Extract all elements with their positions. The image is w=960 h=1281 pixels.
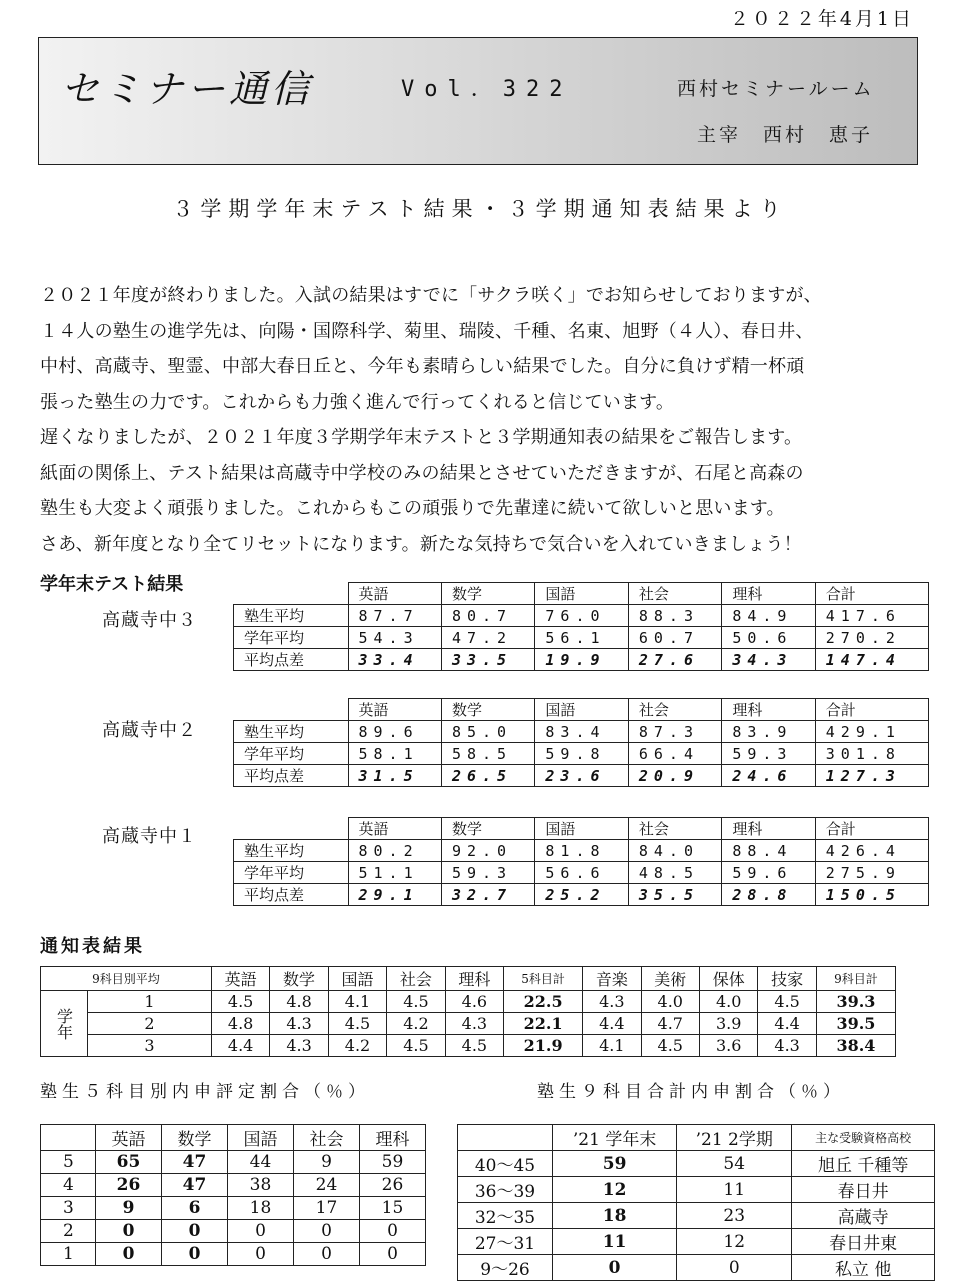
table-row (458, 1177, 935, 1203)
nine-subject-heading: 塾生９科目合計内申割合（％） (537, 1082, 845, 1102)
ratio-cell: 0 (677, 1255, 792, 1281)
score-cell: 60.7 (628, 627, 721, 649)
score-cell: 51.1 (348, 862, 441, 884)
range-label: 36～39 (458, 1177, 553, 1203)
score-cell: 54.3 (348, 627, 441, 649)
average-cell: 4.5 (387, 991, 445, 1013)
range-label: 32～35 (458, 1203, 553, 1229)
score-cell: 87.3 (628, 721, 721, 743)
average-cell: 22.5 (504, 991, 583, 1013)
school-name: 高蔵寺中３ (102, 610, 197, 631)
ratio-cell: 0 (162, 1220, 228, 1243)
subject-header: 社会 (628, 699, 721, 721)
score-cell: 84.9 (722, 605, 815, 627)
average-cell: 4.0 (641, 991, 699, 1013)
paragraph-line: さあ、新年度となり全てリセットになります。新たな気持ちで気合いを入れていきましょう！ (40, 533, 802, 555)
score-cell: 417.6 (815, 605, 928, 627)
newsletter-title: セミナー通信 (61, 67, 314, 111)
subject-header: 美術 (641, 967, 699, 991)
score-cell: 33.4 (348, 649, 441, 671)
table-row (41, 1197, 426, 1220)
score-cell: 33.5 (441, 649, 534, 671)
table-row (41, 1013, 896, 1035)
report-card-table (40, 966, 896, 1057)
average-cell: 3.9 (699, 1013, 757, 1035)
organization-name: 西村セミナールーム (677, 78, 875, 100)
score-cell: 59.3 (441, 862, 534, 884)
ratio-cell: 11 (553, 1229, 677, 1255)
intro-paragraph (40, 278, 930, 562)
ratio-cell: 0 (360, 1243, 426, 1266)
average-cell: 4.5 (387, 1035, 445, 1057)
ratio-cell: 0 (228, 1220, 294, 1243)
ratio-cell: 47 (162, 1151, 228, 1174)
table-row (234, 721, 929, 743)
subject-header: 英語 (348, 818, 441, 840)
average-cell: 39.5 (816, 1013, 895, 1035)
ratio-cell: 23 (677, 1203, 792, 1229)
score-cell: 25.2 (535, 884, 628, 906)
score-cell: 80.2 (348, 840, 441, 862)
average-cell: 4.7 (641, 1013, 699, 1035)
table-row (41, 1243, 426, 1266)
table-row (41, 1151, 426, 1174)
paragraph-line: 遅くなりましたが、２０２１年度３学期学年末テストと３学期通知表の結果をご報告します。 (40, 427, 803, 448)
table-row (234, 605, 929, 627)
subject-header: 国語 (535, 818, 628, 840)
subject-header: 保体 (699, 967, 757, 991)
ratio-cell: 11 (677, 1177, 792, 1203)
school-cell: 旭丘 千種等 (792, 1151, 935, 1177)
subject-header: 数学 (441, 818, 534, 840)
average-cell: 4.5 (641, 1035, 699, 1057)
row-label: 学年平均 (234, 627, 349, 649)
subject-header: 合計 (815, 583, 928, 605)
subject-header: 社会 (294, 1125, 360, 1151)
subject-header: 理科 (722, 818, 815, 840)
rank-label: 4 (41, 1174, 96, 1197)
table-corner (458, 1125, 553, 1151)
ratio-cell: 47 (162, 1174, 228, 1197)
row-label: 塾生平均 (234, 721, 349, 743)
average-cell: 4.2 (387, 1013, 445, 1035)
score-cell: 24.6 (722, 765, 815, 787)
ratio-cell: 9 (96, 1197, 162, 1220)
test-score-table (233, 582, 929, 671)
newsletter-header (38, 37, 918, 165)
test-results-heading: 学年末テスト結果 (40, 574, 184, 595)
score-cell: 89.6 (348, 721, 441, 743)
average-cell: 38.4 (816, 1035, 895, 1057)
score-cell: 275.9 (815, 862, 928, 884)
grade-number: 1 (88, 991, 212, 1013)
average-cell: 4.8 (270, 991, 328, 1013)
score-cell: 58.1 (348, 743, 441, 765)
score-cell: 88.3 (628, 605, 721, 627)
table-row (234, 743, 929, 765)
subject-header: 国語 (328, 967, 386, 991)
range-label: 9～26 (458, 1255, 553, 1281)
subject-header: 音楽 (583, 967, 641, 991)
paragraph-line: 塾生も大変よく頑張りました。これからもこの頑張りで先輩達に続いて欲しいと思います。 (40, 498, 785, 519)
table-corner (234, 818, 349, 840)
subject-header: 英語 (211, 967, 269, 991)
score-cell: 127.3 (815, 765, 928, 787)
ratio-cell: 26 (96, 1174, 162, 1197)
organizer-name: 主宰 西村 恵子 (697, 124, 874, 146)
score-cell: 19.9 (535, 649, 628, 671)
paragraph-line: 張った塾生の力です。これからも力強く進んで行ってくれると信じています。 (40, 391, 675, 413)
score-cell: 426.4 (815, 840, 928, 862)
average-cell: 4.8 (211, 1013, 269, 1035)
test-score-table (233, 817, 929, 906)
average-cell: 4.1 (328, 991, 386, 1013)
volume-number: Vol．322 (401, 77, 573, 102)
ratio-cell: 6 (162, 1197, 228, 1220)
average-cell: 4.4 (583, 1013, 641, 1035)
subject-header: 国語 (228, 1125, 294, 1151)
subject-header: 国語 (535, 583, 628, 605)
average-cell: 39.3 (816, 991, 895, 1013)
score-cell: 58.5 (441, 743, 534, 765)
score-cell: 150.5 (815, 884, 928, 906)
average-cell: 4.3 (270, 1035, 328, 1057)
subject-header: 数学 (162, 1125, 228, 1151)
ratio-cell: 17 (294, 1197, 360, 1220)
table-row (458, 1255, 935, 1281)
average-cell: 4.5 (328, 1013, 386, 1035)
row-label: 塾生平均 (234, 605, 349, 627)
average-cell: 4.5 (758, 991, 816, 1013)
ratio-cell: 59 (553, 1151, 677, 1177)
row-label: 学年平均 (234, 743, 349, 765)
score-cell: 56.1 (535, 627, 628, 649)
ratio-cell: 44 (228, 1151, 294, 1174)
school-cell: 春日井東 (792, 1229, 935, 1255)
table-row (234, 884, 929, 906)
score-cell: 66.4 (628, 743, 721, 765)
score-cell: 59.8 (535, 743, 628, 765)
score-cell: 87.7 (348, 605, 441, 627)
average-cell: 4.2 (328, 1035, 386, 1057)
score-cell: 59.6 (722, 862, 815, 884)
subject-header: 数学 (270, 967, 328, 991)
subject-header: 社会 (628, 583, 721, 605)
score-cell: 83.4 (535, 721, 628, 743)
school-cell: 私立 他 (792, 1255, 935, 1281)
rank-label: 1 (41, 1243, 96, 1266)
score-cell: 147.4 (815, 649, 928, 671)
five-subject-heading: 塾生５科目別内申評定割合（％） (40, 1082, 370, 1102)
score-cell: 29.1 (348, 884, 441, 906)
score-cell: 32.7 (441, 884, 534, 906)
score-cell: 47.2 (441, 627, 534, 649)
paragraph-line: 紙面の関係上、テスト結果は高蔵寺中学校のみの結果とさせていただきますが、石尾と高森の (40, 462, 804, 484)
table-row (234, 627, 929, 649)
ratio-cell: 0 (360, 1220, 426, 1243)
ratio-cell: 0 (228, 1243, 294, 1266)
subject-header: 理科 (445, 967, 503, 991)
column-header: ’21 学年末 (553, 1125, 677, 1151)
average-cell: 4.3 (270, 1013, 328, 1035)
score-cell: 50.6 (722, 627, 815, 649)
five-subject-ratio-table (40, 1124, 426, 1266)
subject-header: 英語 (96, 1125, 162, 1151)
grade-number: 2 (88, 1013, 212, 1035)
score-cell: 20.9 (628, 765, 721, 787)
score-cell: 26.5 (441, 765, 534, 787)
rank-label: 5 (41, 1151, 96, 1174)
average-cell: 4.6 (445, 991, 503, 1013)
grade-label: 学年 (41, 991, 88, 1057)
average-cell: 4.5 (445, 1035, 503, 1057)
table-row (234, 840, 929, 862)
score-cell: 35.5 (628, 884, 721, 906)
average-cell: 4.3 (758, 1035, 816, 1057)
ratio-cell: 12 (553, 1177, 677, 1203)
subject-header: 数学 (441, 583, 534, 605)
ratio-cell: 54 (677, 1151, 792, 1177)
test-score-table (233, 698, 929, 787)
table-row (41, 1174, 426, 1197)
subject-header: 合計 (815, 699, 928, 721)
ratio-cell: 26 (360, 1174, 426, 1197)
row-label: 平均点差 (234, 884, 349, 906)
subject-header: 社会 (628, 818, 721, 840)
subject-header: 理科 (360, 1125, 426, 1151)
average-cell: 22.1 (504, 1013, 583, 1035)
score-cell: 270.2 (815, 627, 928, 649)
table-corner (234, 583, 349, 605)
score-cell: 83.9 (722, 721, 815, 743)
subject-header: 国語 (535, 699, 628, 721)
score-cell: 27.6 (628, 649, 721, 671)
ratio-cell: 0 (294, 1243, 360, 1266)
average-cell: 21.9 (504, 1035, 583, 1057)
table-row (234, 862, 929, 884)
row-label: 平均点差 (234, 765, 349, 787)
score-cell: 76.0 (535, 605, 628, 627)
subject-header: 合計 (815, 818, 928, 840)
column-header: 主な受験資格高校 (792, 1125, 935, 1151)
paragraph-line: １４人の塾生の進学先は、向陽・国際科学、菊里、瑞陵、千種、名東、旭野（４人）、春日井、 (40, 320, 814, 342)
score-cell: 80.7 (441, 605, 534, 627)
ratio-cell: 15 (360, 1197, 426, 1220)
ratio-cell: 0 (294, 1220, 360, 1243)
score-cell: 56.6 (535, 862, 628, 884)
table-row (458, 1229, 935, 1255)
rank-label: 2 (41, 1220, 96, 1243)
row-label: 平均点差 (234, 649, 349, 671)
table-row (41, 1035, 896, 1057)
ratio-cell: 65 (96, 1151, 162, 1174)
table-row (234, 649, 929, 671)
table-corner-label: 9科目別平均 (41, 967, 212, 991)
ratio-cell: 9 (294, 1151, 360, 1174)
issue-date: ２０２２年4月1日 (729, 8, 914, 30)
grade-number: 3 (88, 1035, 212, 1057)
ratio-cell: 0 (162, 1243, 228, 1266)
score-cell: 81.8 (535, 840, 628, 862)
table-row (41, 991, 896, 1013)
average-cell: 4.1 (583, 1035, 641, 1057)
score-cell: 59.3 (722, 743, 815, 765)
ratio-cell: 0 (553, 1255, 677, 1281)
row-label: 学年平均 (234, 862, 349, 884)
score-cell: 301.8 (815, 743, 928, 765)
table-row (458, 1203, 935, 1229)
ratio-cell: 18 (553, 1203, 677, 1229)
score-cell: 34.3 (722, 649, 815, 671)
subject-header: 理科 (722, 699, 815, 721)
range-label: 27～31 (458, 1229, 553, 1255)
school-cell: 春日井 (792, 1177, 935, 1203)
table-corner (234, 699, 349, 721)
ratio-cell: 59 (360, 1151, 426, 1174)
nine-subject-ratio-table (457, 1124, 935, 1281)
ratio-cell: 12 (677, 1229, 792, 1255)
average-cell: 3.6 (699, 1035, 757, 1057)
average-cell: 4.5 (211, 991, 269, 1013)
school-name: 高蔵寺中１ (102, 826, 197, 847)
score-cell: 88.4 (722, 840, 815, 862)
subject-header: 数学 (441, 699, 534, 721)
ratio-cell: 0 (96, 1243, 162, 1266)
subject-header: 5科目計 (504, 967, 583, 991)
paragraph-line: 中村、高蔵寺、聖霊、中部大春日丘と、今年も素晴らしい結果でした。自分に負けず精一杯頑 (40, 356, 805, 377)
report-card-heading: 通知表結果 (40, 936, 145, 957)
subject-header: 社会 (387, 967, 445, 991)
column-header: ’21 2学期 (677, 1125, 792, 1151)
score-cell: 48.5 (628, 862, 721, 884)
score-cell: 31.5 (348, 765, 441, 787)
score-cell: 429.1 (815, 721, 928, 743)
table-row (234, 765, 929, 787)
subject-header: 英語 (348, 583, 441, 605)
average-cell: 4.3 (583, 991, 641, 1013)
paragraph-line: ２０２１年度が終わりました。入試の結果はすでに「サクラ咲く」でお知らせしておりますが、 (40, 285, 822, 306)
average-cell: 4.4 (758, 1013, 816, 1035)
average-cell: 4.0 (699, 991, 757, 1013)
ratio-cell: 38 (228, 1174, 294, 1197)
subject-header: 9科目計 (816, 967, 895, 991)
rank-label: 3 (41, 1197, 96, 1220)
score-cell: 85.0 (441, 721, 534, 743)
ratio-cell: 18 (228, 1197, 294, 1220)
school-name: 高蔵寺中２ (102, 720, 197, 741)
subject-header: 理科 (722, 583, 815, 605)
table-row (41, 1220, 426, 1243)
article-title: ３学期学年末テスト結果・３学期通知表結果より (172, 197, 788, 221)
ratio-cell: 0 (96, 1220, 162, 1243)
score-cell: 23.6 (535, 765, 628, 787)
school-cell: 高蔵寺 (792, 1203, 935, 1229)
score-cell: 84.0 (628, 840, 721, 862)
average-cell: 4.4 (211, 1035, 269, 1057)
row-label: 塾生平均 (234, 840, 349, 862)
score-cell: 28.8 (722, 884, 815, 906)
subject-header: 技家 (758, 967, 816, 991)
score-cell: 92.0 (441, 840, 534, 862)
table-corner (41, 1125, 96, 1151)
subject-header: 英語 (348, 699, 441, 721)
average-cell: 4.3 (445, 1013, 503, 1035)
table-row (458, 1151, 935, 1177)
ratio-cell: 24 (294, 1174, 360, 1197)
range-label: 40～45 (458, 1151, 553, 1177)
